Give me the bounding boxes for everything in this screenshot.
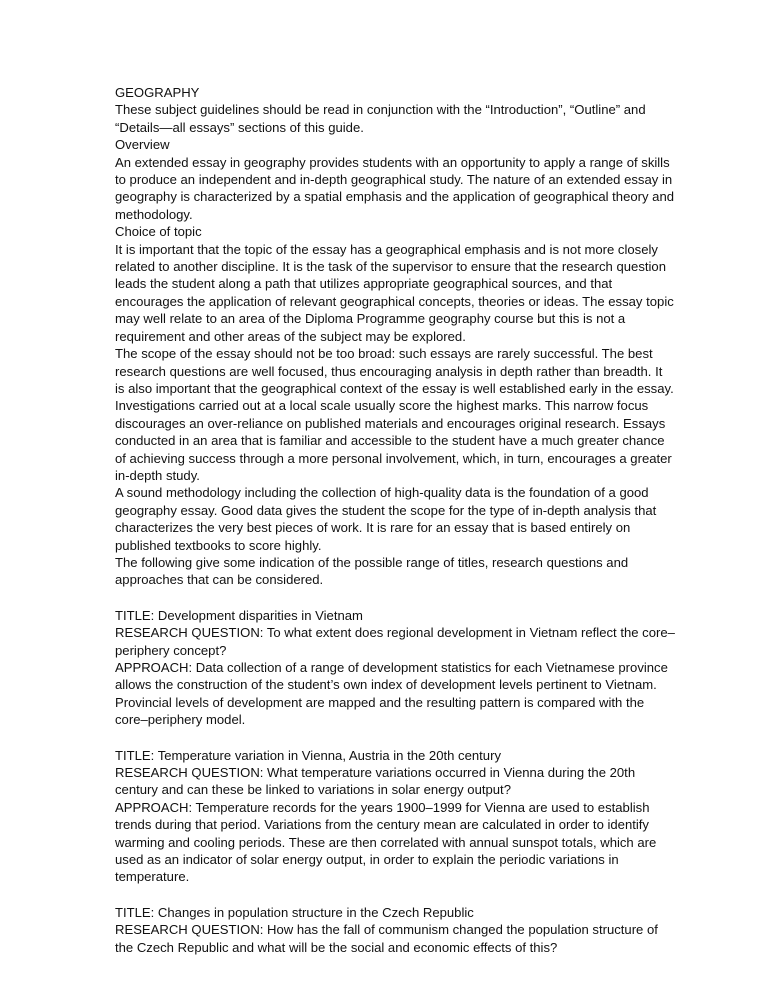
scope-paragraph: The scope of the essay should not be too broad: such essays are rarely successful. The best research questions are well focused, thus encouraging analysis in depth rather than breadth. It is also important that the geographical context of the essay is well established early in the essay. [115, 346, 674, 396]
example-czech [115, 904, 675, 956]
choice-of-topic-heading: Choice of topic [115, 224, 202, 240]
example-research-question: RESEARCH QUESTION: How has the fall of communism changed the population structure of the Czech Republic and what will be the social and economic effects of this? [115, 922, 658, 955]
guidelines-note: These subject guidelines should be read in conjunction with the “Introduction”, “Outline” and “Details—all essays” sections of this guide. [115, 102, 646, 135]
examples-intro-paragraph: The following give some indication of the possible range of titles, research questions and approaches that can be considered. [115, 554, 629, 588]
example-title: TITLE: Temperature variation in Vienna, Austria in the 20th century [115, 747, 501, 763]
example-vienna [115, 747, 675, 886]
document-page [115, 84, 675, 956]
example-vietnam [115, 607, 675, 729]
topic-paragraph: It is important that the topic of the essay has a geographical emphasis and is not more closely related to another discipline. It is the task of the supervisor to ensure that the research question leads the student along a path that utilizes appropriate geographical sources, and that encourages the application of relevant geographical concepts, theories or ideas. The essay topic may well relate to an area of the Diploma Programme geography course but this is not a requirement and other areas of the subject may be explored. [115, 241, 674, 344]
example-title: TITLE: Changes in population structure in the Czech Republic [115, 904, 474, 920]
example-approach: APPROACH: Temperature records for the years 1900–1999 for Vienna are used to establish trends during that period. Variations from the century mean are calculated in order to identify warming and cooling periods. These are then correlated with annual sunspot totals, which are used as an indicator of solar energy output, in order to explain the periodic variations in temperature. [115, 799, 657, 885]
subject-heading: GEOGRAPHY [115, 85, 200, 100]
methodology-paragraph: A sound methodology including the collection of high-quality data is the foundation of a good geography essay. Good data gives the student the scope for the type of in-depth analysis that characterizes the very best pieces of work. It is rare for an essay that is based entirely on published textbooks to score highly. [115, 485, 657, 553]
example-research-question: RESEARCH QUESTION: What temperature variations occurred in Vienna during the 20th century and can these be linked to variations in solar energy output? [115, 765, 636, 798]
example-approach: APPROACH: Data collection of a range of development statistics for each Vietnamese province allows the construction of the student’s own index of development levels pertinent to Vietnam. Provincial levels of development are mapped and the resulting pattern is compared with the core–periphery model. [115, 660, 668, 728]
overview-paragraph: An extended essay in geography provides students with an opportunity to apply a range of skills to produce an independent and in-depth geographical study. The nature of an extended essay in geography is characterized by a spatial emphasis and the application of geographical theory and methodology. [115, 154, 675, 222]
example-research-question: RESEARCH QUESTION: To what extent does regional development in Vietnam reflect the core–periphery concept? [115, 625, 675, 658]
overview-heading: Overview [115, 137, 170, 153]
local-scale-paragraph: Investigations carried out at a local scale usually score the highest marks. This narrow focus discourages an over-reliance on published materials and encourages original research. Essays conducted in an area that is familiar and accessible to the student have a much greater chance of achieving success through a more personal involvement, which, in turn, encourages a greater in-depth study. [115, 398, 672, 483]
example-title: TITLE: Development disparities in Vietnam [115, 607, 363, 623]
